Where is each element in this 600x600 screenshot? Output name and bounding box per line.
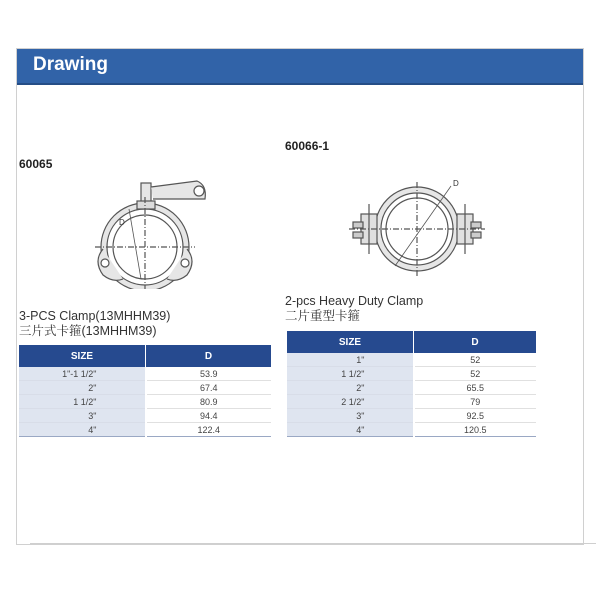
size-cell: 2 1/2" [287, 395, 414, 409]
right-drawing-d-label: D [453, 179, 459, 188]
table-row [287, 353, 536, 367]
right-model-number: 60066-1 [285, 139, 330, 153]
d-cell: 67.4 [146, 381, 272, 395]
size-cell: 3" [287, 409, 414, 423]
size-cell: 3" [19, 409, 146, 423]
size-cell: 1"-1 1/2" [19, 367, 146, 381]
table-row [19, 381, 271, 395]
table-row [287, 409, 536, 423]
d-cell: 52 [414, 353, 537, 367]
left-table-header-size: SIZE [19, 345, 146, 367]
panel-title: Drawing [33, 54, 108, 75]
d-cell: 53.9 [146, 367, 272, 381]
drawing-panel [16, 48, 584, 545]
right-table-header-size: SIZE [287, 331, 414, 353]
d-cell: 94.4 [146, 409, 272, 423]
left-table-header-d: D [146, 345, 272, 367]
size-cell: 1 1/2" [19, 395, 146, 409]
size-cell: 1" [287, 353, 414, 367]
heavy-duty-clamp-drawing [347, 174, 487, 284]
d-cell: 79 [414, 395, 537, 409]
size-cell: 4" [19, 423, 146, 437]
left-description-en: 3-PCS Clamp(13MHHM39) [19, 309, 171, 323]
panel-header [17, 49, 583, 83]
d-cell: 120.5 [414, 423, 537, 437]
right-description-cn: 二片重型卡箍 [285, 309, 361, 323]
d-cell: 122.4 [146, 423, 272, 437]
table-row [287, 381, 536, 395]
left-model-number: 60065 [19, 157, 53, 171]
left-spec-table [19, 345, 271, 437]
left-drawing-d-label: D [119, 218, 125, 227]
size-cell: 4" [287, 423, 414, 437]
d-cell: 80.9 [146, 395, 272, 409]
table-row [19, 367, 271, 381]
table-row [19, 423, 271, 437]
size-cell: 2" [19, 381, 146, 395]
d-cell: 92.5 [414, 409, 537, 423]
size-cell: 2" [287, 381, 414, 395]
table-row [287, 395, 536, 409]
table-row [287, 367, 536, 381]
three-piece-clamp-drawing [85, 179, 225, 289]
d-cell: 65.5 [414, 381, 537, 395]
right-spec-table [287, 331, 536, 437]
table-row [287, 423, 536, 437]
left-description-cn: 三片式卡箍(13MHHM39) [19, 324, 157, 338]
size-cell: 1 1/2" [287, 367, 414, 381]
d-cell: 52 [414, 367, 537, 381]
right-table-header-d: D [414, 331, 537, 353]
table-row [19, 409, 271, 423]
table-row [19, 395, 271, 409]
right-description-en: 2-pcs Heavy Duty Clamp [285, 294, 424, 308]
bottom-divider [30, 543, 596, 544]
